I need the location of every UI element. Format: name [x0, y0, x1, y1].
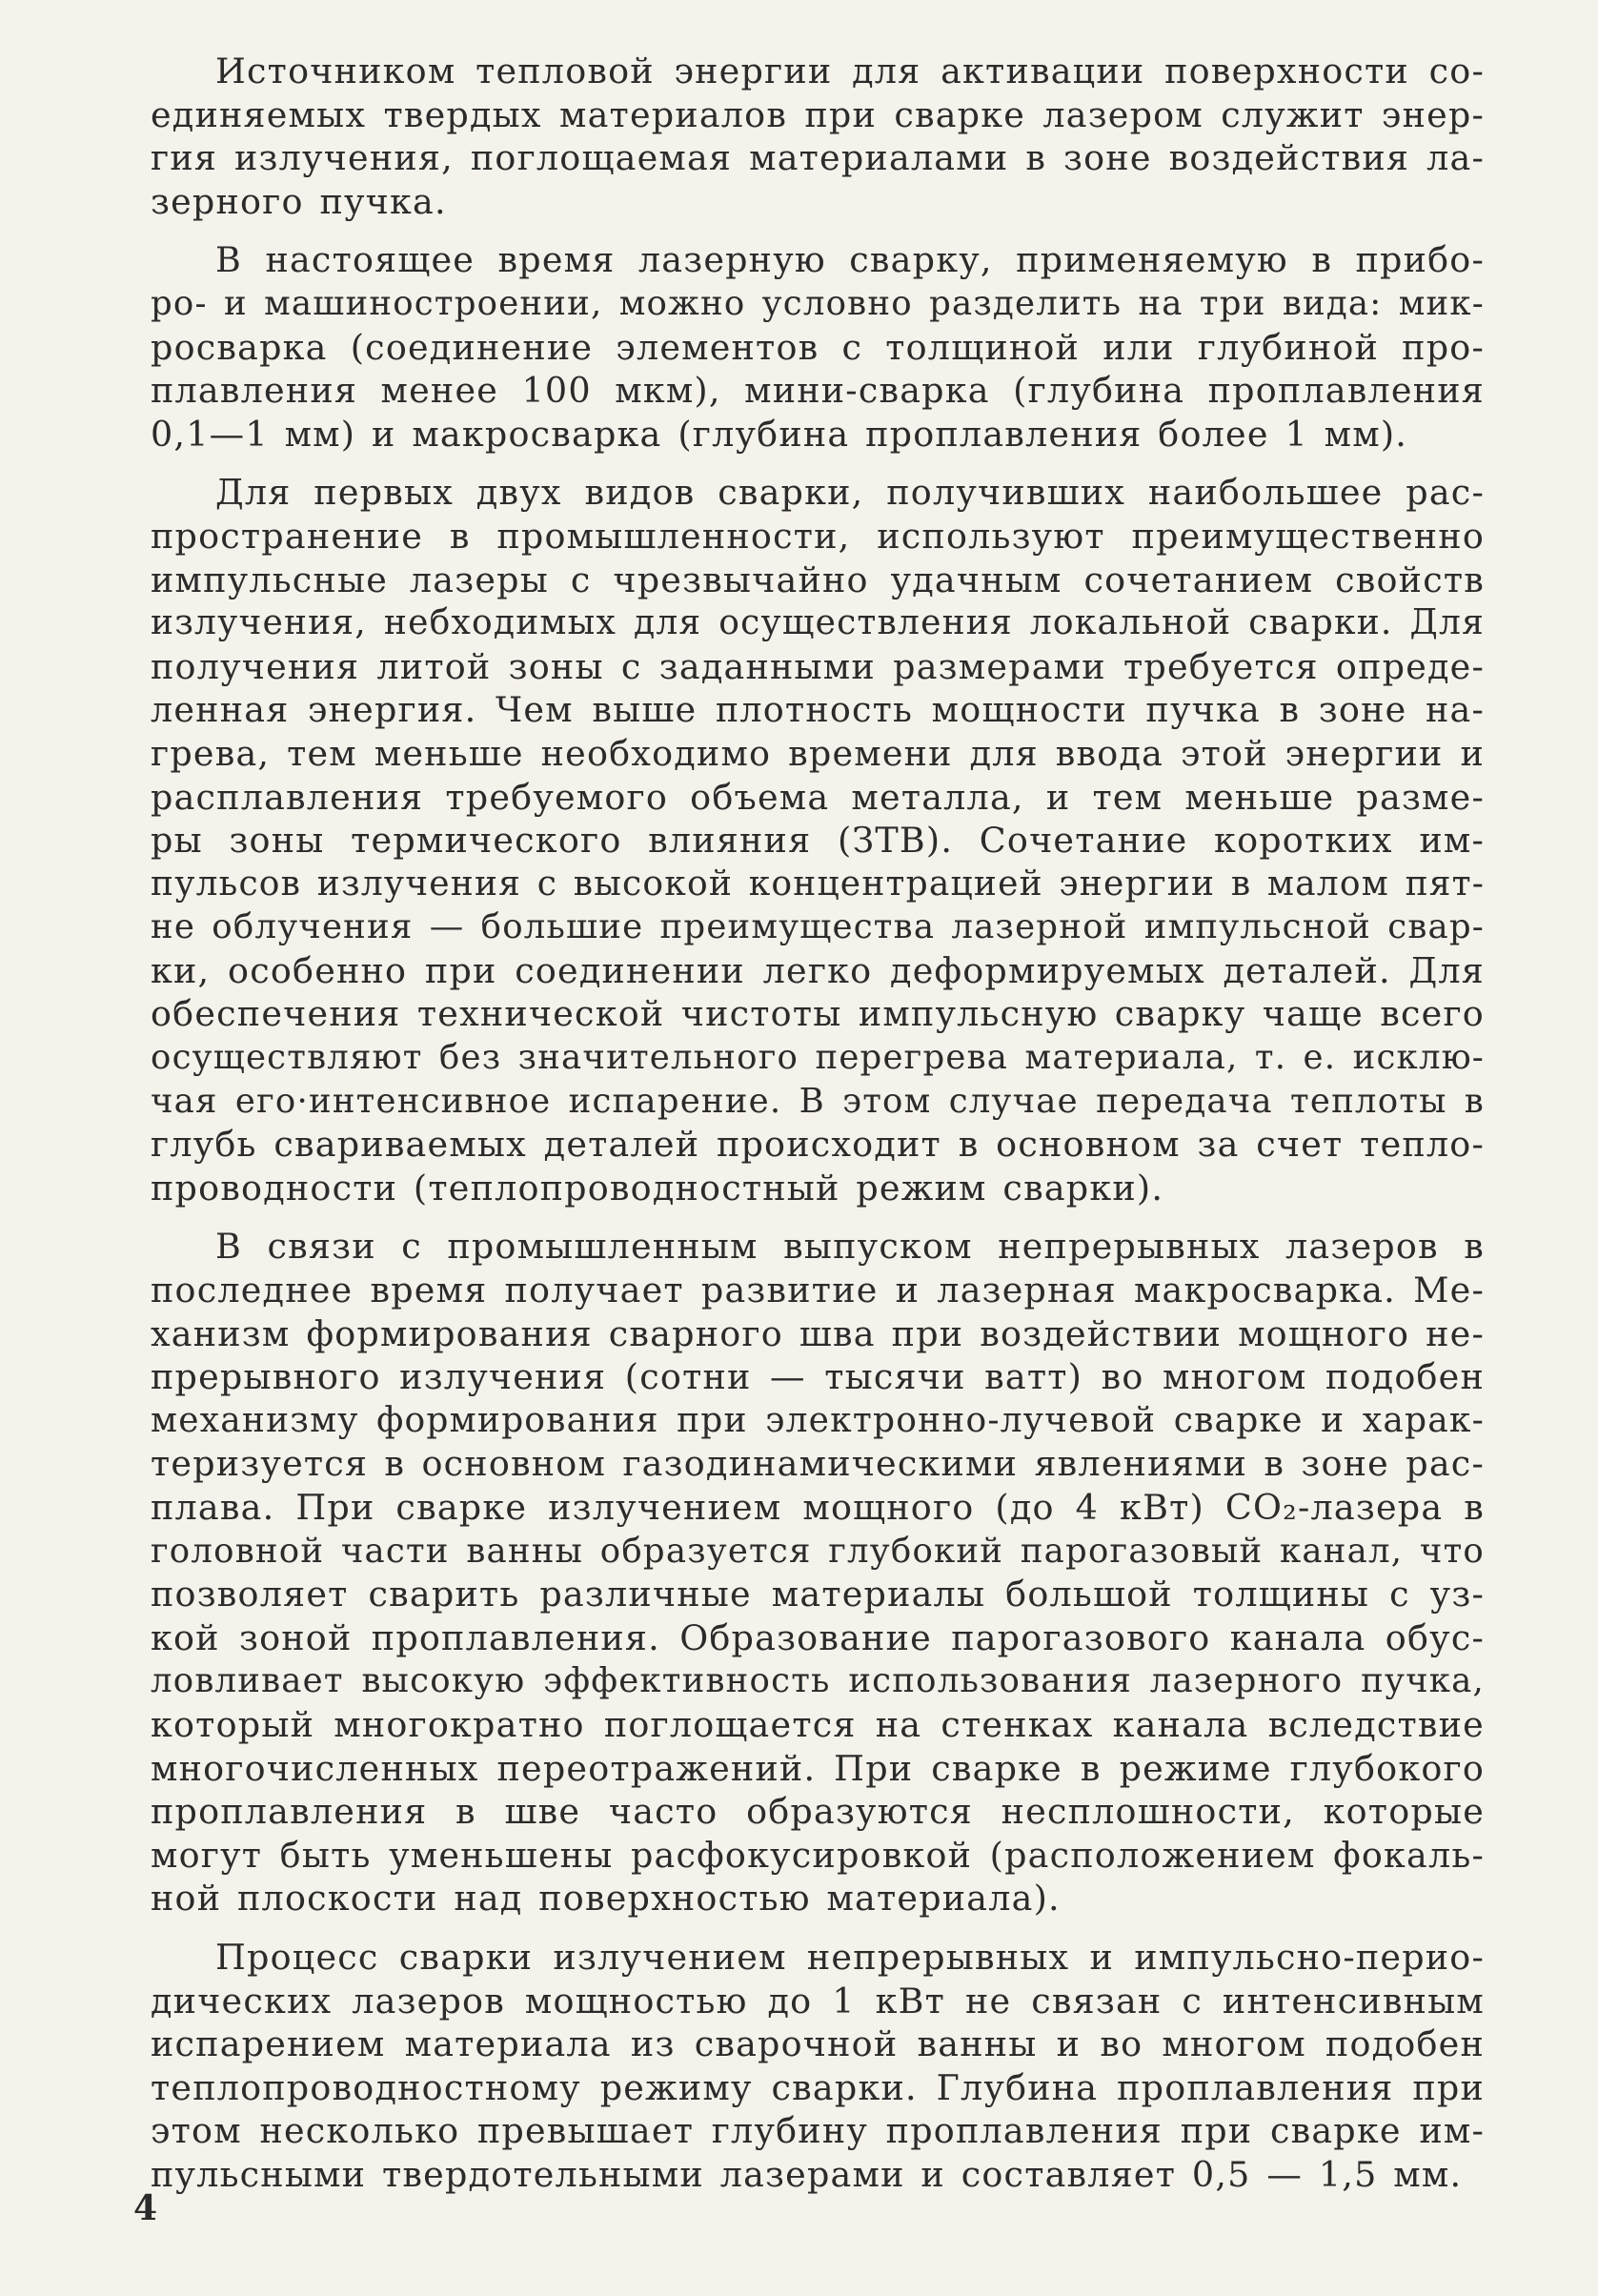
body-text: [151, 50, 1485, 2197]
text-line: теризуется в основном газодинамическими явлениями в зоне рас-: [151, 1443, 1485, 1485]
text-line: последнее время получает развитие и лазерная макросварка. Ме-: [151, 1270, 1485, 1311]
paragraph: [151, 1225, 1485, 1920]
text-line: зерного пучка.: [151, 180, 447, 222]
text-line: глубь свариваемых деталей происходит в основном за счет тепло-: [151, 1124, 1485, 1166]
text-line: Источником тепловой энергии для активации поверхности со-: [215, 51, 1485, 91]
text-line: ханизм формирования сварного шва при воздействии мощного не-: [151, 1312, 1485, 1354]
text-line: этом несколько превышает глубину проплавления при сварке им-: [151, 2110, 1485, 2152]
text-line: позволяет сварить различные материалы большой толщины с уз-: [151, 1574, 1485, 1615]
paragraph: [151, 50, 1485, 223]
text-line: теплопроводностному режиму сварки. Глубина проплавления при: [151, 2066, 1485, 2108]
text-line: грева, тем меньше необходимо времени для ввода этой энергии и: [151, 732, 1485, 774]
text-line: проплавления в шве часто образуются несплошности, которые: [151, 1791, 1485, 1833]
text-line: В связи с промышленным выпуском непрерывных лазеров в: [215, 1226, 1485, 1268]
text-line: излучения, небходимых для осуществления локальной сварки. Для: [151, 603, 1485, 643]
text-line: ной плоскости над поверхностью материала).: [151, 1878, 1061, 1920]
text-line: ки, особенно при соединении легко деформируемых деталей. Для: [151, 949, 1485, 991]
text-line: плава. При сварке излучением мощного (до 4 кВт) CO₂-лазера в: [151, 1487, 1485, 1528]
text-line: единяемых твердых материалов при сварке лазером служит энер-: [151, 93, 1485, 135]
paragraph: [151, 238, 1485, 456]
text-line: обеспечения технической чистоты импульсную сварку чаще всего: [151, 993, 1485, 1035]
page-number: 4: [133, 2188, 158, 2228]
text-line: пространение в промышленности, используют преимущественно: [151, 515, 1485, 557]
text-line: пульсными твердотельными лазерами и составляет 0,5 — 1,5 мм.: [151, 2153, 1463, 2195]
text-line: 0,1—1 мм) и макросварка (глубина проплавления более 1 мм).: [151, 413, 1408, 455]
text-line: могут быть уменьшены расфокусировкой (расположением фокаль-: [151, 1834, 1485, 1876]
text-line: проводности (теплопроводностный режим сварки).: [151, 1167, 1164, 1209]
text-line: ро- и машиностроении, можно условно разделить на три вида: мик-: [151, 283, 1485, 323]
text-line: дических лазеров мощностью до 1 кВт не связан с интенсивным: [151, 1980, 1485, 2022]
text-line: росварка (соединение элементов с толщиной или глубиной про-: [151, 326, 1485, 368]
text-line: ловливает высокую эффективность использования лазерного пучка,: [151, 1661, 1485, 1701]
text-line: В настоящее время лазерную сварку, применяемую в прибо-: [215, 239, 1485, 281]
text-line: получения литой зоны с заданными размерами требуется опреде-: [151, 645, 1485, 687]
text-line: испарением материала из сварочной ванны и во многом подобен: [151, 2023, 1485, 2065]
text-line: кой зоной проплавления. Образование парогазового канала обус-: [151, 1616, 1485, 1658]
text-line: не облучения — большие преимущества лазерной импульсной свар-: [151, 907, 1485, 947]
text-line: пульсов излучения с высокой концентрацией энергии в малом пят-: [151, 864, 1486, 904]
text-line: головной части ванны образуется глубокий парогазовый канал, что: [151, 1531, 1485, 1571]
paragraph: [151, 1936, 1485, 2197]
text-line: многочисленных переотражений. При сварке в режиме глубокого: [151, 1747, 1485, 1789]
text-line: Процесс сварки излучением непрерывных и импульсно-перио-: [215, 1936, 1485, 1978]
text-line: механизму формирования при электронно-лучевой сварке и харак-: [151, 1400, 1485, 1440]
text-line: осуществляют без значительного перегрева материала, т. е. исклю-: [151, 1038, 1485, 1078]
text-line: прерывного излучения (сотни — тысячи ватт) во многом подобен: [151, 1356, 1485, 1398]
text-line: чая его·интенсивное испарение. В этом случае передача теплоты в: [151, 1081, 1485, 1121]
paragraph: [151, 471, 1485, 1209]
text-line: импульсные лазеры с чрезвычайно удачным сочетанием свойств: [151, 559, 1485, 600]
text-line: который многократно поглощается на стенках канала вследствие: [151, 1703, 1485, 1745]
text-line: плавления менее 100 мкм), мини-сварка (глубина проплавления: [151, 370, 1485, 412]
text-line: гия излучения, поглощаемая материалами в зоне воздействия ла-: [151, 137, 1485, 179]
text-line: Для первых двух видов сварки, получивших наибольшее рас-: [215, 472, 1485, 514]
text-line: ленная энергия. Чем выше плотность мощности пучка в зоне на-: [151, 689, 1485, 731]
text-line: ры зоны термического влияния (ЗТВ). Сочетание коротких им-: [151, 820, 1485, 862]
text-line: расплавления требуемого объема металла, и тем меньше разме-: [151, 776, 1485, 818]
